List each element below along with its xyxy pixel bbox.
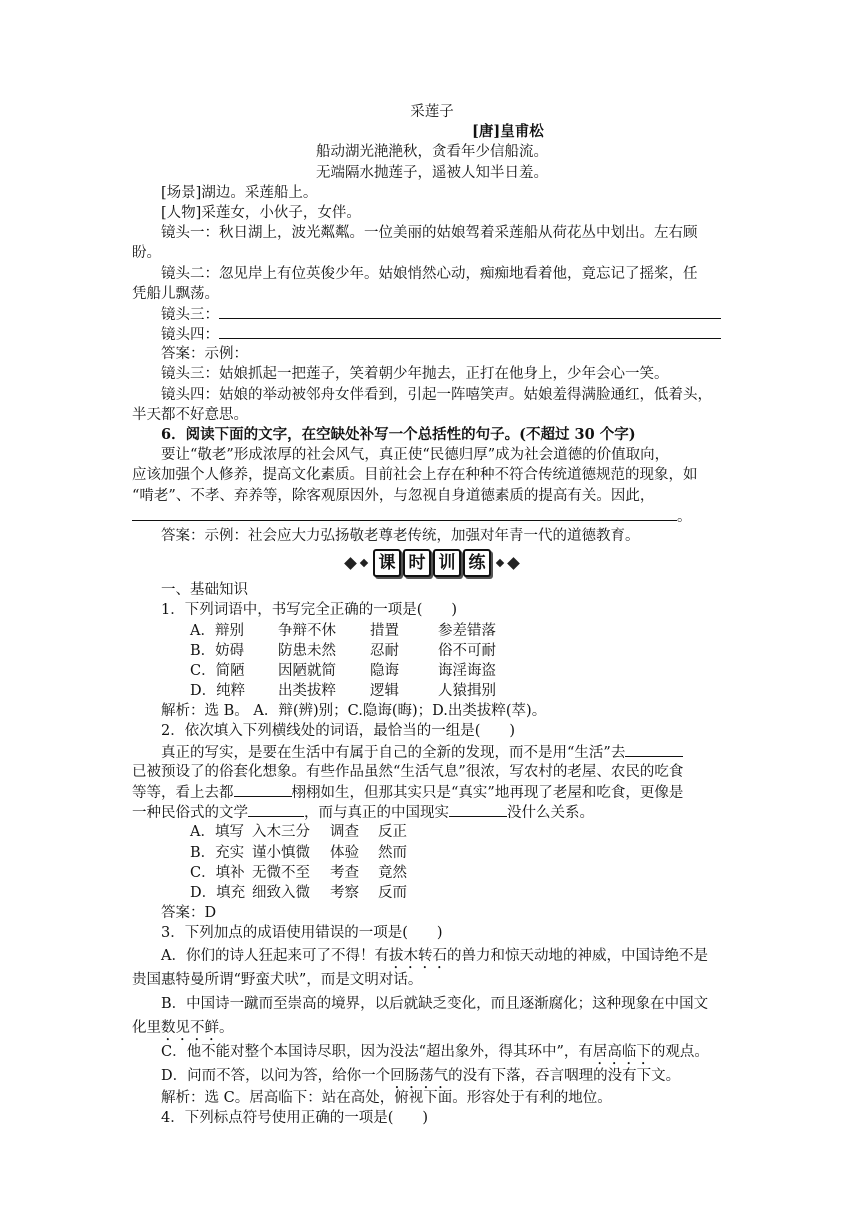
q2-stem: 2．依次填入下列横线处的词语，最恰当的一组是( ) bbox=[161, 723, 516, 740]
q3-option-b-line-2: 化里数见不鲜。 bbox=[132, 1019, 234, 1036]
q3-stem: 3．下列加点的成语使用错误的一项是( ) bbox=[161, 925, 443, 942]
poem-author: [唐]皇甫松 bbox=[472, 123, 544, 141]
q3-option-a-line-1[interactable]: A．你们的诗人狂起来可了不得！有拔木转石的兽力和惊天动地的神威，中国诗绝不是 bbox=[161, 947, 708, 964]
shot-3-blank[interactable] bbox=[219, 304, 721, 319]
dotted-idiom: 数见不鲜 bbox=[161, 1019, 219, 1036]
q3-analysis: 解析：选 C。居高临下：站在高处，俯视下面。形容处于有利的地位。 bbox=[161, 1089, 612, 1106]
section-heading: 一、基础知识 bbox=[161, 582, 248, 599]
q3-option-d[interactable]: D．问而不答，以问为答，给你一个回肠荡气的没有下落，吞言咽理的没有下文。 bbox=[161, 1067, 681, 1084]
shot-4-blank[interactable] bbox=[219, 324, 721, 339]
shot-1-line-a: 镜头一：秋日湖上，波光粼粼。一位美丽的姑娘驾着采莲船从荷花丛中划出。左右顾 bbox=[161, 225, 698, 242]
banner-char: 训 bbox=[433, 549, 461, 577]
q1-analysis: 解析：选 B。 A．辩(辨)别；C.隐诲(晦)；D.出类拔粹(萃)。 bbox=[161, 703, 547, 720]
q6-para-2: 应该加强个人修养，提高文化素质。目前社会上存在种种不符合传统道德规范的现象，如 bbox=[132, 467, 698, 484]
poem-title: 采莲子 bbox=[410, 104, 454, 120]
answer-shot-4-b: 半天都不好意思。 bbox=[132, 406, 248, 423]
diamond-icon bbox=[507, 557, 520, 570]
q2-answer: 答案：D bbox=[161, 905, 217, 922]
q2-blank-2[interactable] bbox=[234, 782, 292, 797]
banner-title bbox=[373, 549, 491, 577]
answer-shot-3: 镜头三：姑娘抓起一把莲子，笑着朝少年抛去，正打在他身上，少年会心一笑。 bbox=[161, 366, 669, 383]
q6-end-mark: 。 bbox=[677, 508, 692, 525]
diamond-icon bbox=[360, 559, 368, 567]
q2-option-a[interactable]: A．填写 入木三分 调查 反正 bbox=[190, 824, 407, 841]
dotted-idiom: 回肠荡气 bbox=[390, 1067, 449, 1084]
shot-3-label: 镜头三： bbox=[161, 306, 219, 323]
answer-label: 答案：示例： bbox=[161, 346, 248, 363]
diamond-icon bbox=[496, 559, 504, 567]
shot-3-blank-line bbox=[132, 304, 732, 324]
q6-blank[interactable] bbox=[132, 506, 677, 521]
q1-option-c[interactable]: C．简陋 因陋就简 隐诲 诲淫诲盗 bbox=[190, 662, 496, 679]
shot-2-line-b: 凭船儿飘荡。 bbox=[132, 285, 219, 302]
q6-blank-line bbox=[132, 506, 732, 526]
q6-para-1: 要让“敬老”形成浓厚的社会风气，真正使“民德归厚”成为社会道德的价值取向， bbox=[161, 447, 670, 464]
q6-answer: 答案：示例：社会应大力弘扬敬老尊老传统，加强对年青一代的道德教育。 bbox=[161, 527, 640, 544]
q2-blank-4[interactable] bbox=[449, 802, 507, 817]
banner-char: 时 bbox=[403, 549, 431, 577]
diamond-icon bbox=[344, 557, 357, 570]
q2-option-d[interactable]: D．填充 细致入微 考察 反而 bbox=[190, 884, 407, 901]
shot-4-label: 镜头四： bbox=[161, 327, 219, 344]
q1-option-b[interactable]: B．妨碍 防患未然 忍耐 俗不可耐 bbox=[190, 642, 496, 659]
q6-para-3: “啃老”、不孝、弃养等，除客观原因外，与忽视自身道德素质的提高有关。因此， bbox=[132, 487, 655, 504]
dotted-idiom: 居高临下 bbox=[592, 1043, 651, 1060]
poem-line-2: 无端隔水抛莲子，遥被人知半日羞。 bbox=[316, 164, 548, 181]
scene-line: [场景]湖边。采莲船上。 bbox=[161, 184, 318, 201]
q2-para-1: 真正的写实，是要在生活中有属于自己的全新的发现，而不是用“生活”去 bbox=[132, 742, 732, 762]
people-line: [人物]采莲女，小伙子，女伴。 bbox=[161, 204, 361, 221]
q2-option-c[interactable]: C．填补 无微不至 考查 竟然 bbox=[190, 864, 407, 881]
q2-blank-3[interactable] bbox=[248, 802, 304, 817]
poem-line-1: 船动湖光滟滟秋，贪看年少信船流。 bbox=[316, 144, 548, 161]
section-banner bbox=[132, 546, 732, 580]
q3-option-a-line-2: 贵国惠特曼所谓“野蛮犬吠”，而是文明对话。 bbox=[132, 971, 423, 988]
q3-option-c[interactable]: C．他不能对整个本国诗尽职，因为没法“超出象外，得其环中”，有居高临下的观点。 bbox=[161, 1043, 709, 1060]
q3-option-b-line-1[interactable]: B．中国诗一蹴而至崇高的境界，以后就缺乏变化，而且逐渐腐化；这种现象在中国文 bbox=[161, 995, 709, 1012]
q1-option-a[interactable]: A．辩别 争辩不休 措置 参差错落 bbox=[190, 622, 496, 639]
banner-char: 练 bbox=[463, 549, 491, 577]
q2-para-4: 一种民俗式的文学 ，而与真正的中国现实 没什么关系。 bbox=[132, 802, 732, 822]
q2-para-3: 等等，看上去都 栩栩如生，但那其实只是“真实”地再现了老屋和吃食，更像是 bbox=[132, 782, 732, 802]
q2-option-b[interactable]: B．充实 谨小慎微 体验 然而 bbox=[190, 844, 407, 861]
q6-stem: 6．阅读下面的文字，在空缺处补写一个总括性的句子。(不超过 30 个字) bbox=[161, 426, 636, 443]
q2-para-2: 已被预设了的俗套化想象。有些作品虽然“生活气息”很浓，写农村的老屋、农民的吃食 bbox=[132, 763, 684, 780]
document-page bbox=[132, 102, 732, 1128]
shot-2-line-a: 镜头二：忽见岸上有位英俊少年。姑娘悄然心动，痴痴地看着他，竟忘记了摇桨，任 bbox=[161, 265, 698, 282]
answer-shot-4-a: 镜头四：姑娘的举动被邻舟女伴看到，引起一阵嘻笑声。姑娘羞得满脸通红，低着头， bbox=[161, 386, 712, 403]
banner-char: 课 bbox=[373, 549, 401, 577]
dotted-idiom: 拔木转石 bbox=[388, 947, 447, 964]
q1-option-d[interactable]: D．纯粹 出类拔粹 逻辑 人猿揖别 bbox=[190, 683, 496, 700]
q1-stem: 1．下列词语中，书写完全正确的一项是( ) bbox=[161, 602, 458, 619]
q2-blank-1[interactable] bbox=[625, 742, 683, 757]
q4-stem: 4．下列标点符号使用正确的一项是( ) bbox=[161, 1109, 429, 1126]
shot-4-blank-line bbox=[132, 324, 732, 344]
shot-1-line-b: 盼。 bbox=[132, 245, 161, 262]
